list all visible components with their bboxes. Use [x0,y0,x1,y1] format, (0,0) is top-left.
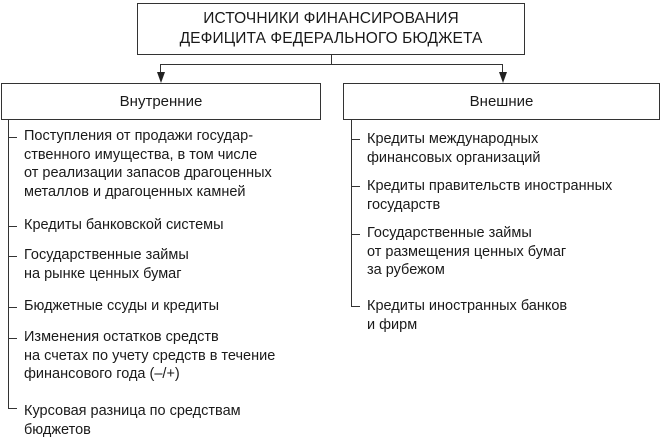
left-branch-connector [160,64,161,72]
internal-category-box [1,83,321,120]
item-text-line: на рынке ценных бумаг [24,265,182,282]
external-category-label: Внешние [469,93,534,110]
title-line-1: ИСТОЧНИКИ ФИНАНСИРОВАНИЯ [203,10,459,27]
external-item [367,130,540,167]
item-text-line: Поступления от продажи государ- [24,128,254,144]
external-spine-line [351,120,352,307]
item-text-line: Государственные займы [24,247,189,263]
internal-spine-line [8,120,9,409]
item-text-line: металлов и драгоценных камней [24,183,246,200]
item-text-line: бюджетов [24,421,91,438]
item-text-line: Кредиты правительств иностранных [367,178,613,194]
internal-item-tick [8,408,17,409]
internal-item-tick [8,307,17,308]
external-item [367,297,567,334]
item-text-line: финансовых организаций [367,149,541,166]
external-item [367,177,612,214]
item-text-line: ственного имущества, в том числе [24,146,258,163]
external-item-tick [351,306,360,307]
internal-item [24,216,224,235]
item-text-line: Кредиты международных [367,131,539,147]
item-text-line: от размещения ценных бумаг [367,243,567,260]
internal-item [24,127,272,201]
item-text-line: Изменения остатков средств [24,329,219,345]
item-text-line: от реализации запасов драгоценных [24,165,272,181]
internal-item-tick [8,338,17,339]
item-text-line: Государственные займы [367,225,532,241]
internal-item-tick [8,256,17,257]
internal-item-tick [8,226,17,227]
external-item-tick [351,186,360,187]
external-category-box [343,83,660,120]
item-text-line: финансового года (–/+) [24,366,180,382]
internal-item [24,246,189,283]
item-text-line: Бюджетные ссуды и кредиты [24,298,220,314]
title-box [137,3,525,55]
item-text-line: государств [367,196,441,213]
item-text-line: Кредиты банковской системы [24,217,224,233]
internal-item [24,328,275,384]
item-text-line: Кредиты иностранных банков [367,298,568,314]
title-line-2: ДЕФИЦИТА ФЕДЕРАЛЬНОГО БЮДЖЕТА [179,30,483,47]
internal-item [24,402,241,439]
internal-item [24,297,219,316]
external-item-tick [351,139,360,140]
horizontal-branch-connector [160,64,503,65]
external-item [367,224,566,280]
item-text-line: Курсовая разница по средствам [24,403,241,419]
item-text-line: на счетах по учету средств в течение [24,347,276,364]
internal-category-label: Внутренние [119,93,203,110]
arrow-down-icon-left [157,72,165,83]
item-text-line: и фирм [367,316,418,333]
external-item-tick [351,234,360,235]
arrow-down-icon-right [499,72,507,83]
internal-item-tick [8,137,17,138]
item-text-line: за рубежом [367,262,445,278]
right-branch-connector [502,64,503,72]
